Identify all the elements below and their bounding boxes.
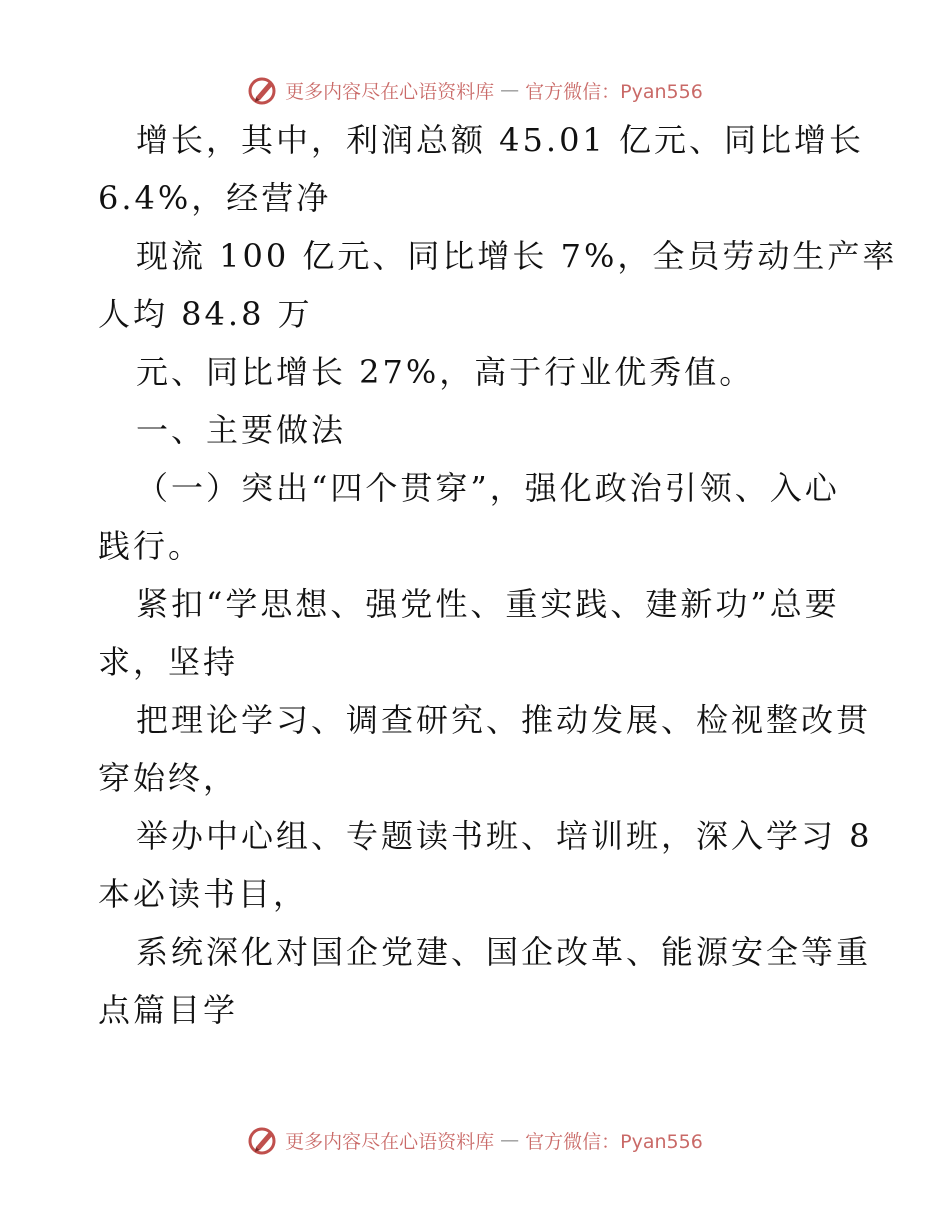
pen-logo-icon	[247, 74, 279, 106]
watermark-text: 更多内容尽在心语资料库	[285, 80, 495, 103]
paragraph	[98, 121, 864, 217]
watermark-text: 更多内容尽在心语资料库	[285, 1130, 495, 1153]
text-line: 本必读书目，	[98, 875, 309, 913]
text-line: 元、同比增长 27%，高于行业优秀值。	[136, 353, 755, 391]
section-heading	[98, 411, 858, 449]
text-line: 践行。	[98, 527, 204, 565]
text-line: 人均 84.8 万	[98, 295, 313, 333]
header-watermark	[0, 70, 950, 110]
pen-logo-icon	[247, 1124, 279, 1156]
watermark-separator: —	[500, 79, 520, 101]
watermark-separator: —	[500, 1129, 520, 1151]
paragraph	[98, 237, 898, 333]
text-line: 点篇目学	[98, 991, 239, 1029]
watermark-wechat: 官方微信：Pyan556	[525, 1130, 703, 1153]
text-line: 举办中心组、专题读书班、培训班，深入学习 8	[136, 817, 873, 855]
text-line: 把理论学习、调查研究、推动发展、检视整改贯	[136, 701, 872, 739]
text-line: （一）突出“四个贯穿”，强化政治引领、入心	[136, 469, 840, 507]
document-body	[98, 121, 898, 1052]
text-line: 现流 100 亿元、同比增长 7%，全员劳动生产率	[136, 237, 898, 275]
subsection-heading	[98, 469, 858, 565]
paragraph	[98, 701, 872, 797]
paragraph	[98, 933, 872, 1029]
text-line: 求，坚持	[98, 643, 239, 681]
paragraph	[98, 585, 858, 681]
text-line: 增长，其中，利润总额 45.01 亿元、同比增长	[136, 121, 864, 159]
text-line: 系统深化对国企党建、国企改革、能源安全等重	[136, 933, 872, 971]
text-line: 6.4%，经营净	[98, 179, 332, 217]
paragraph	[98, 353, 858, 391]
text-line: 紧扣“学思想、强党性、重实践、建新功”总要	[136, 585, 840, 623]
footer-watermark	[0, 1120, 950, 1160]
text-line: 一、主要做法	[136, 411, 347, 449]
watermark-wechat: 官方微信：Pyan556	[525, 80, 703, 103]
text-line: 穿始终，	[98, 759, 239, 797]
paragraph	[98, 817, 873, 913]
